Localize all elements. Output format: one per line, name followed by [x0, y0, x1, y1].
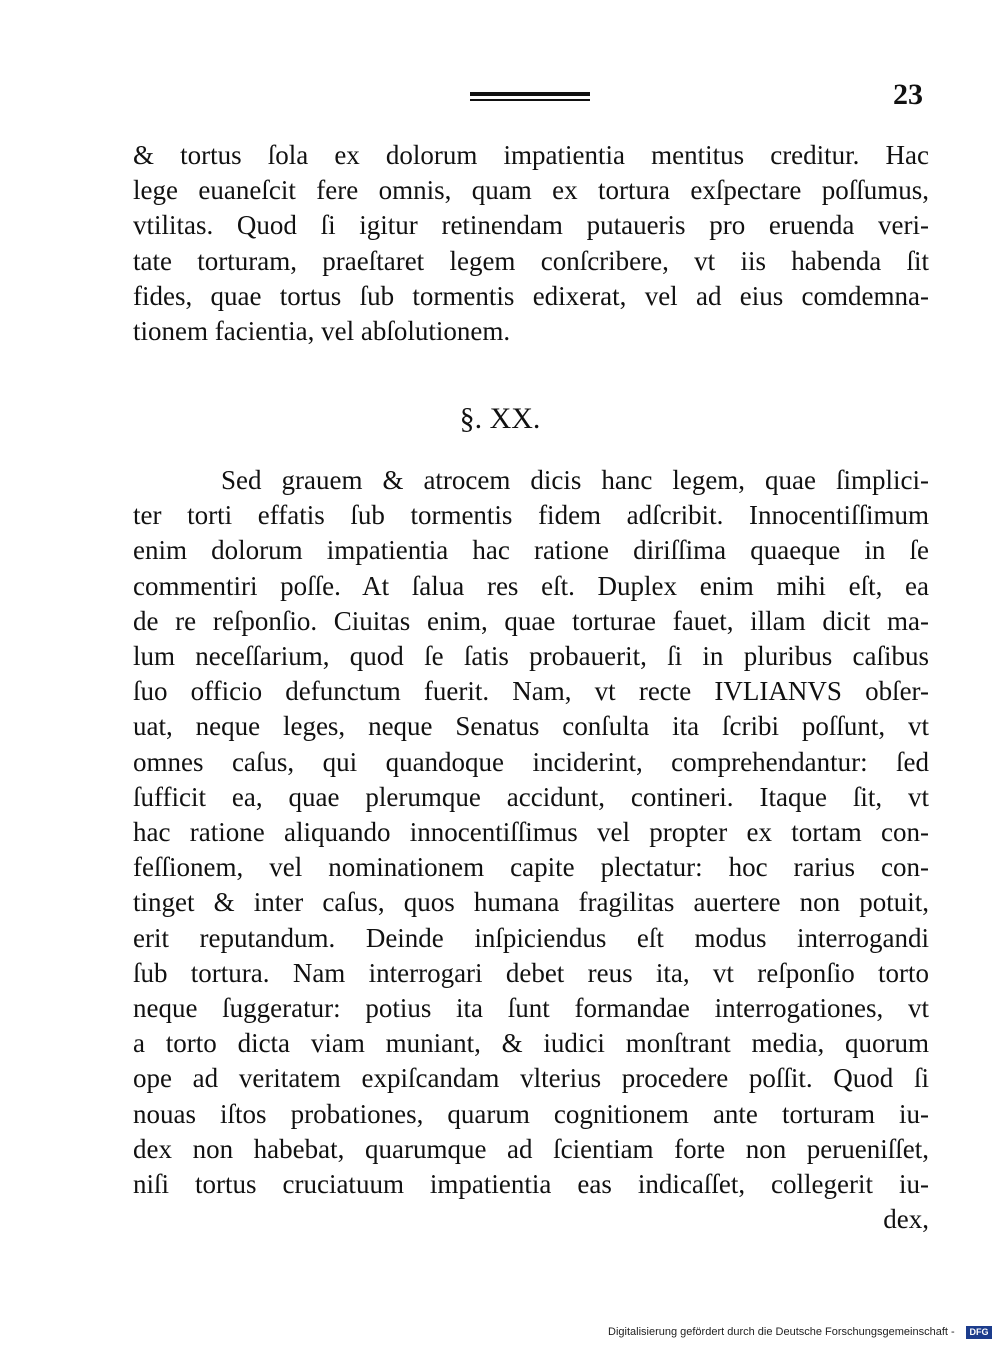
text-line: enim dolorum impatientia hac ratione diriſſima quaeque in ſe: [133, 535, 929, 566]
text-line: a torto dicta viam muniant, & iudici monſtrant media, quorum: [133, 1028, 929, 1059]
paragraph-continuation: [133, 138, 929, 349]
digitization-credit: Digitalisierung gefördert durch die Deutsche Forschungsgemeinschaft -: [608, 1326, 955, 1338]
text-line: & tortus ſola ex dolorum impatientia mentitus creditur. Hac: [133, 140, 929, 170]
text-line: omnes caſus, qui quandoque inciderint, comprehendantur: ſed: [133, 746, 929, 777]
text-line: uat, neque leges, neque Senatus conſulta ita ſcribi poſſunt, vt: [133, 711, 929, 742]
text-line: erit reputandum. Deinde inſpiciendus eſt modus interrogandi: [133, 922, 929, 953]
text-line: tionem facientia, vel abſolutionem.: [133, 316, 511, 347]
catchword: dex,: [883, 1204, 929, 1235]
text-line: lege euaneſcit fere omnis, quam ex tortura exſpectare poſſumus,: [133, 175, 929, 206]
section-heading: §. XX.: [459, 402, 541, 435]
text-line: ſub tortura. Nam interrogari debet reus ita, vt reſponſio torto: [133, 957, 929, 988]
text-line: tate torturam, praeſtaret legem conſcribere, vt iis habenda ſit: [133, 245, 929, 276]
text-line: ſufficit ea, quae plerumque accidunt, contineri. Itaque ſit, vt: [133, 781, 929, 812]
text-line: lum neceſſarium, quod ſe ſatis probauerit, ſi in pluribus caſibus: [133, 641, 929, 672]
text-line: nouas iſtos probationes, quarum cognitionem ante torturam iu-: [133, 1098, 929, 1129]
dfg-logo: DFG: [966, 1326, 992, 1339]
text-line: tinget & inter caſus, quos humana fragilitas auertere non potuit,: [133, 887, 929, 918]
text-line: neque ſuggeratur: potius ita ſunt formandae interrogationes, vt: [133, 993, 929, 1024]
text-line: commentiri poſſe. At ſalua res eſt. Duplex enim mihi eſt, ea: [133, 570, 929, 601]
text-line: de re reſponſio. Ciuitas enim, quae torturae fauet, illam dicit ma-: [133, 605, 929, 636]
text-line: Sed grauem & atrocem dicis hanc legem, quae ſimplici-: [221, 465, 929, 495]
text-line: ter torti effatis ſub tormentis fidem adſcribit. Innocentiſſimum: [133, 500, 929, 531]
text-line: hac ratione aliquando innocentiſſimus vel propter ex tortam con-: [133, 817, 929, 848]
paragraph-section-xx: [133, 463, 929, 1237]
text-line: vtilitas. Quod ſi igitur retinendam putaueris pro eruenda veri-: [133, 210, 929, 241]
text-line: dex non habebat, quarumque ad ſcientiam forte non perueniſſet,: [133, 1133, 929, 1164]
text-line: fides, quae tortus ſub tormentis edixerat, vel ad eius comdemna-: [133, 280, 929, 311]
text-line: niſi tortus cruciatuum impatientia eas indicaſſet, collegerit iu-: [133, 1169, 929, 1200]
header-ornament-rule: [470, 92, 590, 102]
text-line: ſuo officio defunctum fuerit. Nam, vt recte IVLIANVS obſer-: [133, 676, 929, 707]
page-number: 23: [893, 78, 923, 111]
text-line: ope ad veritatem expiſcandam vlterius procedere poſſit. Quod ſi: [133, 1063, 929, 1094]
text-line: feſſionem, vel nominationem capite plectatur: hoc rarius con-: [133, 852, 929, 883]
